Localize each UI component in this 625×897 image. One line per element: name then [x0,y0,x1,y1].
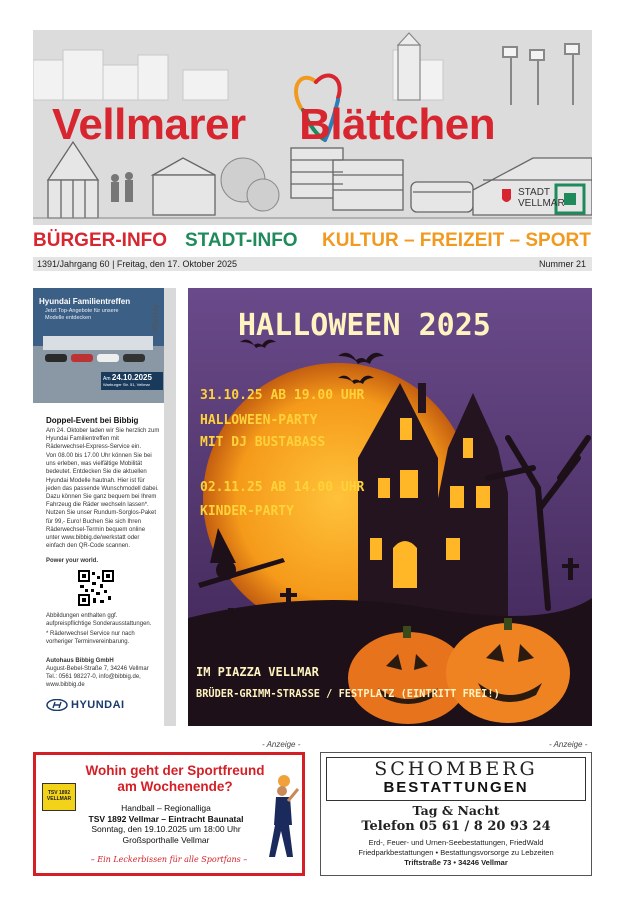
poster-title: HALLOWEEN 2025 [238,308,491,343]
ad-paragraph-1: Am 24. Oktober laden wir Sie herzlich zum Hyundai Familientreffen mit Räderwechsel-Express-Service ein. [46,428,160,451]
event-place: Warburger Str. 51, Vellmar [103,382,150,387]
ad-note-1: Abbildungen enthalten ggf. aufpreispflichtige Sonderausstattungen. [46,613,152,628]
sport-headline [70,763,280,795]
sport-headline-1: Wohin geht der Sportfreund [85,763,265,778]
issue-info: 1391/Jahrgang 60 | Freitag, den 17. Oktober 2025 [37,259,237,269]
poster-event-1-dj: MIT DJ BUSTABASS [200,435,326,450]
poster-event-2: KINDER-PARTY [200,504,294,519]
ad-note-2: * Räderwechsel Service nur nach vorheriger Terminvereinbarung. [46,631,135,646]
anzeige-label: - Anzeige - [151,300,160,339]
stadt-vellmar-label [518,187,565,209]
category-buerger-info: BÜRGER-INFO [33,230,168,251]
category-stadt-info: STADT-INFO [185,230,298,251]
event-date-badge [101,372,163,390]
poster-location: IM PIAZZA VELLMAR [196,665,319,679]
title-right: Blättchen [299,100,496,149]
halloween-poster [188,288,592,726]
sport-venue: Großsporthalle Vellmar [122,834,210,845]
hyundai-ad-photo [33,288,164,403]
schomberg-logo-box [326,757,586,801]
event-date: 24.10.2025 [111,373,152,382]
dealer-address: August-Bebel-Straße 7, 34246 Vellmar [46,666,149,672]
handball-player-icon [262,773,302,869]
sport-headline-2: am Wochenende? [117,779,233,794]
ad-slogan: Power your world. [46,558,99,564]
issue-number: Nummer 21 [538,259,586,269]
anzeige-label-left: - Anzeige - [262,740,301,749]
hyundai-h-icon [46,699,68,711]
date-prefix: Am [103,376,111,382]
hyundai-logo [46,698,125,712]
dealer-name: Autohaus Bibbig GmbH [46,658,114,664]
stadt-line1: STADT [518,187,551,198]
schomberg-line2: Friedparkbestattungen • Bestattungsvorsorge zu Lebzeiten [358,848,554,857]
dealer-website[interactable]: www.bibbig.de [46,682,85,688]
category-kultur-freizeit-sport: KULTUR – FREIZEIT – SPORT [322,230,591,251]
issue-bar [33,257,592,271]
poster-address: BRÜDER-GRIMM-STRASSE / FESTPLATZ (EINTRITT FREI!) [196,688,500,700]
poster-date-2: 02.11.25 AB 14.00 UHR [200,480,365,495]
poster-event-1: HALLOWEEN-PARTY [200,413,318,428]
schomberg-address: Triftstraße 73 • 34246 Vellmar [404,858,508,867]
dealer-contact: Tel.: 0561 98227-0, info@bibbig.de, [46,674,141,680]
schomberg-ad [320,752,592,876]
ad-paragraph-2: Von 08.00 bis 17.00 Uhr können Sie bei uns erleben, was vielfältige Mobilität bedeutet. Entdecken Sie die aktuellen Hyundai Modelle hautnah. Hier ist für jeden das passende Wunschmodell dabei. Dazu können Sie ganz bequem bei Ihrem Fahrzeug die Räder wechseln lassen*. Nutzen Sie unser Rundum-Sorglos-Paket für 99,- Euro! Buchen Sie sich Ihren Räderwechsel-Termin bequem online unter www.bibbig.de/werkstatt oder einfach den QR-Code scannen. [46,453,159,550]
category-bar [33,230,593,254]
hyundai-brand: HYUNDAI [71,699,125,711]
poster-date-1: 31.10.25 AB 19.00 UHR [200,388,365,403]
schomberg-services [321,838,591,868]
qr-code-icon[interactable] [78,570,114,606]
sport-ad [33,752,305,876]
photo-subtitle: Jetzt Top-Angebote für unsere Modelle entdecken [45,308,119,321]
photo-title: Hyundai Familientreffen [39,297,131,306]
schomberg-name: SCHOMBERG [374,758,538,780]
title-left: Vellmarer [52,100,246,149]
sport-match: TSV 1892 Vellmar – Eintracht Baunatal [88,813,244,824]
stadt-line2: VELLMAR [518,198,565,209]
schomberg-sub: BESTATTUNGEN [383,779,529,796]
ad-heading: Doppel-Event bei Bibbig [46,416,139,425]
newspaper-title [52,100,552,150]
sport-details [66,803,266,845]
schomberg-phone[interactable]: Telefon 05 61 / 8 20 93 24 [361,819,551,834]
anzeige-label-right: - Anzeige - [549,740,588,749]
tsv-logo-text: TSV 1892 VELLMAR [46,790,72,802]
sport-date: Sonntag, den 19.10.2025 um 18:00 Uhr [91,824,241,834]
schomberg-tag-nacht: Tag & Nacht [412,803,500,818]
sport-league: Handball – Regionalliga [121,803,211,813]
schomberg-line1: Erd-, Feuer- und Urnen-Seebestattungen, FriedWald [368,838,544,847]
sport-slogan: – Ein Leckerbissen für alle Sportfans – [90,855,248,864]
